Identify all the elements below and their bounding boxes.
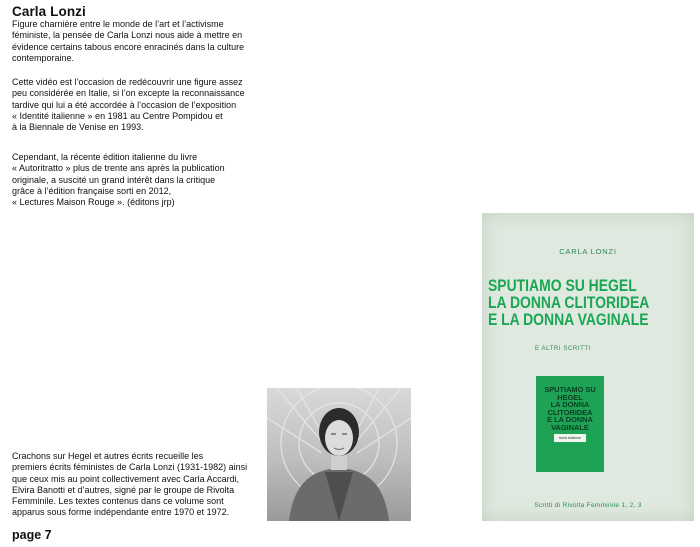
paragraph-intro: Figure charnière entre le monde de l’art et l’activisme féministe, la pensée de Carla Lonzi nous aide à mettre en évidence certains tabous encore enracinés dans la culture contemporaine. bbox=[12, 19, 245, 63]
cover-author: CARLA LONZI bbox=[559, 247, 617, 256]
cover-title: SPUTIAMO SU HEGEL LA DONNA CLITORIDEA E LA DONNA VAGINALE bbox=[488, 276, 650, 329]
portrait-photo bbox=[267, 388, 411, 521]
paragraph-video: Cette vidéo est l’occasion de redécouvrir une figure assez peu considérée en Italie, si l’on excepte la reconnaissance tardive qui lui a été accordée à l’occasion de l’exposition « Identité italienne » en 1981 au Centre Pompidou et à la Biennale de Venise en 1993. bbox=[12, 77, 245, 133]
cover-inset-book bbox=[536, 376, 604, 472]
inset-title: SPUTIAMO SU HEGEL LA DONNA CLITORIDEA E LA DONNA VAGINALE bbox=[544, 385, 596, 432]
cover-footer: Scritti di Rivolta Femminile 1, 2, 3 bbox=[534, 502, 642, 509]
cover-subtitle: E ALTRI SCRITTI bbox=[535, 346, 591, 352]
paragraph-book-description: Crachons sur Hegel et autres écrits recueille les premiers écrits féministes de Carla Lonzi (1931-1982) ainsi que ceux mis au point collectivement avec Carla Accardi, Elvira Banotti et d’autres, signé par le groupe de Rivolta Femminile. Les textes contenus dans ce volume sont apparus sous forme indépendante entre 1970 et 1972. bbox=[12, 451, 248, 518]
book-cover-image bbox=[482, 213, 694, 521]
document-title: Carla Lonzi bbox=[12, 4, 86, 19]
page-number: page 7 bbox=[12, 528, 52, 542]
inset-label: terza edizione bbox=[554, 434, 586, 442]
paragraph-edition: Cependant, la récente édition italienne du livre « Autoritratto » plus de trente ans après la publication originale, a suscité un grand intérêt dans la critique grâce à l’édition française sorti en 2012, « Lectures Maison Rouge ». (éditons jrp) bbox=[12, 152, 225, 208]
